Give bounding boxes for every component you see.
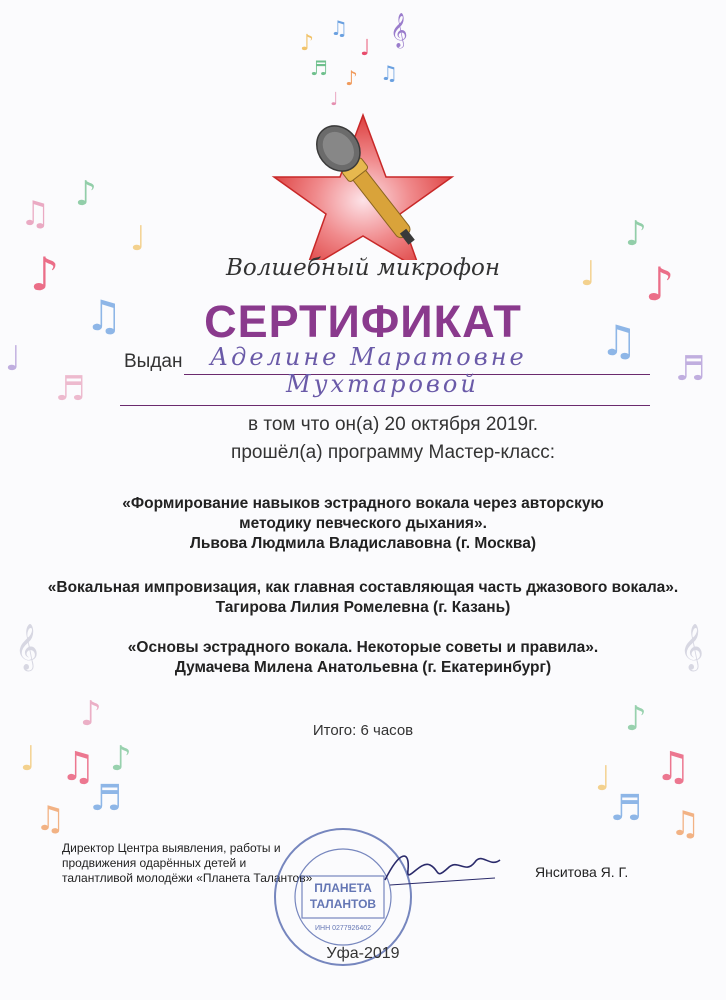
note-icon: ♬ [610,788,643,829]
director-position: Директор Центра выявления, работы и продвижения одарённых детей и талантливой молодёжи «Планета Талантов» [62,841,313,885]
recipient-name-line1: Аделине Маратовне [210,343,527,371]
note-icon: ♩ [130,219,147,259]
treble-clef-icon: 𝄞 [390,13,408,48]
issued-to-label: Выдан [124,351,183,372]
note-icon: ♪ [625,699,647,739]
program-3-author: Думачева Милена Анатольевна (г. Екатеринбург) [174,659,552,676]
note-icon: ♫ [20,194,51,234]
statement-program: прошёл(а) программу Мастер-класс: [231,442,555,463]
note-icon: ♪ [625,214,647,254]
recipient-name-line2: Мухтаровой [286,370,479,398]
treble-clef-icon: 𝄞 [15,624,39,670]
stamp-text-1: ПЛАНЕТА [314,881,372,895]
note-icon: ♪ [75,174,97,214]
note-icon: ♩ [360,36,371,61]
note-icon: ♪ [110,739,132,779]
note-icon: ♩ [330,89,339,110]
note-icon: ♫ [60,744,96,790]
program-1-author: Львова Людмила Владиславовна (г. Москва) [189,535,537,552]
handwritten-signature [380,840,510,900]
program-2-author: Тагирова Лилия Ромелевна (г. Казань) [215,599,511,616]
note-icon: ♫ [380,61,398,85]
note-icon: ♫ [85,291,123,340]
note-icon: ♬ [55,369,86,409]
stamp-text-2: ТАЛАНТОВ [309,897,377,911]
note-icon: ♬ [310,56,328,80]
star-microphone-logo [0,0,726,260]
note-icon: ♫ [35,799,66,839]
brand-title: Волшебный микрофон [225,255,501,281]
note-icon: ♫ [655,744,691,790]
note-icon: ♪ [345,66,358,90]
statement-date: в том что он(а) 20 октября 2019г. [247,414,539,435]
note-icon: ♩ [20,739,37,779]
note-icon: ♩ [580,254,597,294]
note-icon: ♬ [90,778,123,819]
note-icon: ♪ [80,694,102,734]
note-icon: ♫ [600,316,638,365]
footer-city-year: Уфа-2019 [326,945,400,962]
stamp-inn: ИНН 0277926402 [314,925,372,932]
note-icon: ♫ [670,804,701,844]
director-name: Янситова Я. Г. [535,864,629,880]
note-icon: ♩ [5,339,22,379]
program-1-title: «Формирование навыков эстрадного вокала через авторскую методику певческого дыхания». Львова Людмила Владиславовна (г. Москва) [0,494,726,554]
program-2-title: «Вокальная импровизация, как главная составляющая часть джазового вокала». Тагирова Лилия Ромелевна (г. Казань) [0,578,726,618]
note-icon: ♫ [330,16,348,40]
note-icon: ♪ [30,247,60,301]
note-icon: ♩ [595,759,612,799]
note-icon: ♬ [675,349,706,389]
program-3-title: «Основы эстрадного вокала. Некоторые советы и правила». Думачева Милена Анатольевна (г. Екатеринбург) [0,638,726,678]
note-icon: ♪ [300,31,315,56]
total-hours: Итого: 6 часов [312,722,414,739]
recipient-underline-2 [120,405,650,406]
note-icon: ♪ [645,257,675,311]
treble-clef-icon: 𝄞 [680,624,704,670]
certificate-title: СЕРТИФИКАТ [204,296,522,347]
